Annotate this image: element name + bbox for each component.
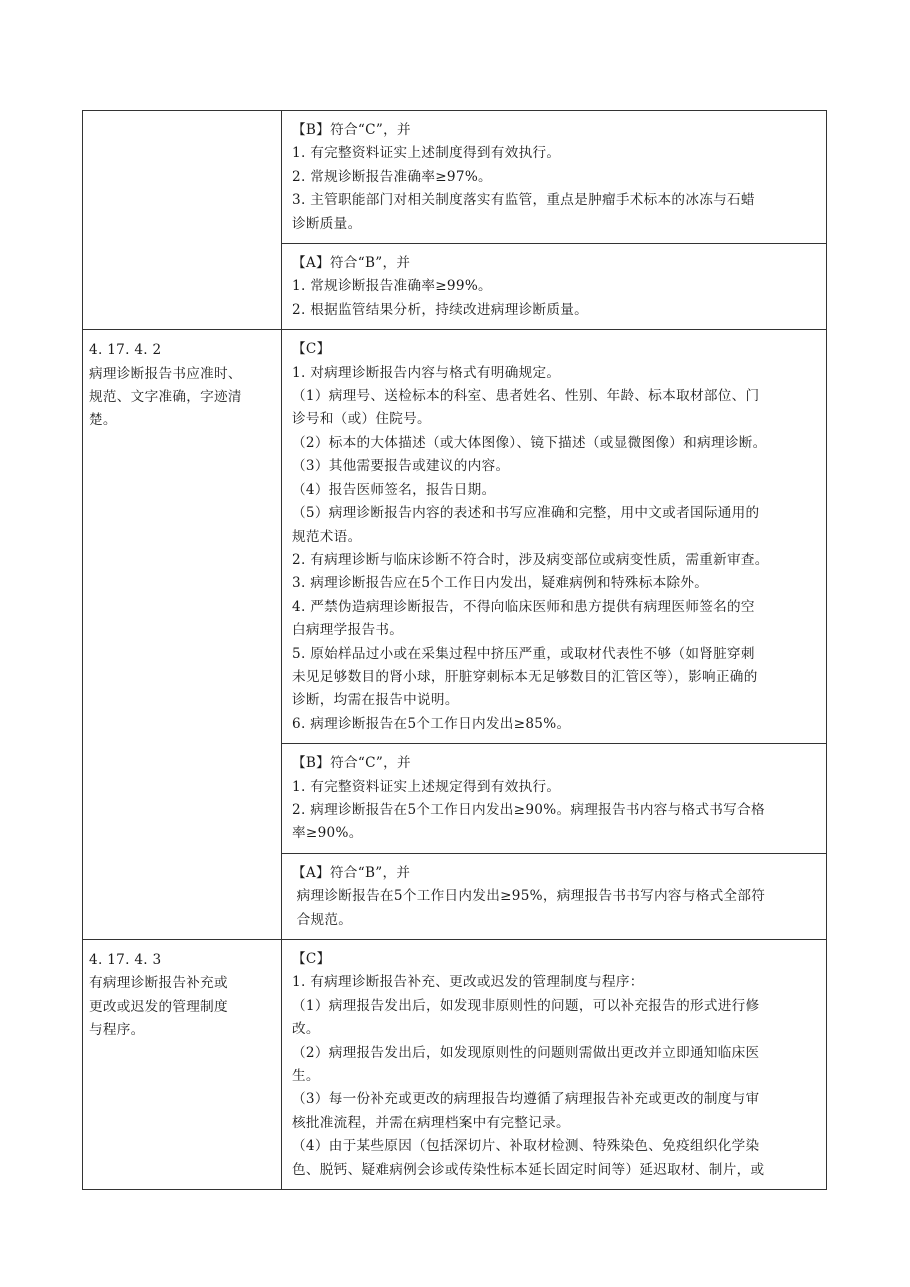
criteria-cell <box>282 111 827 330</box>
criteria-line: （4）由于某些原因（包括深切片、补取材检测、特殊染色、免疫组织化学染 <box>292 1138 760 1155</box>
table-row <box>83 111 827 330</box>
criteria-line: （1）病理报告发出后，如发现非原则性的问题，可以补充报告的形式进行修 <box>292 997 760 1014</box>
criteria-line: 3. 主管职能部门对相关制度落实有监管，重点是肿瘤手术标本的冰冻与石蜡 <box>292 192 755 209</box>
table-row <box>83 940 827 1190</box>
item-cell <box>83 940 282 1190</box>
criteria-line: 1. 常规诊断报告准确率≥99%。 <box>292 278 492 295</box>
item-text: 楚。 <box>89 412 117 429</box>
standards-table <box>82 110 827 1190</box>
criteria-line: 率≥90%。 <box>292 825 363 842</box>
criteria-line: 1. 有完整资料证实上述制度得到有效执行。 <box>292 145 561 162</box>
item-text: 病理诊断报告书应准时、 <box>89 365 242 382</box>
criteria-line: 6. 病理诊断报告在5个工作日内发出≥85%。 <box>292 715 571 732</box>
criteria-line: 4. 严禁伪造病理诊断报告，不得向临床医师和患方提供有病理医师签名的空 <box>292 598 755 615</box>
criteria-line: （2）标本的大体描述（或大体图像）、镜下描述（或显微图像）和病理诊断。 <box>292 434 767 451</box>
criteria-line: （4）报告医师签名，报告日期。 <box>292 481 496 498</box>
criteria-line: 1. 有完整资料证实上述规定得到有效执行。 <box>292 778 561 795</box>
criteria-line: 规范术语。 <box>292 528 362 545</box>
criteria-block <box>282 243 826 329</box>
criteria-line: 诊断，均需在报告中说明。 <box>292 692 459 709</box>
criteria-block <box>282 743 826 853</box>
criteria-line: 生。 <box>292 1068 320 1085</box>
criteria-line: 改。 <box>292 1021 320 1038</box>
criteria-line: 色、脱钙、疑难病例会诊或传染性标本延长固定时间等）延迟取材、制片，或 <box>292 1161 765 1178</box>
criteria-line: 2. 常规诊断报告准确率≥97%。 <box>292 168 492 185</box>
criteria-line: 5. 原始样品过小或在采集过程中挤压严重，或取材代表性不够（如肾脏穿刺 <box>292 645 755 662</box>
item-text: 有病理诊断报告补充或 <box>89 975 228 992</box>
criteria-line: （3）其他需要报告或建议的内容。 <box>292 458 510 475</box>
criteria-line: 核批准流程，并需在病理档案中有完整记录。 <box>292 1114 570 1131</box>
item-cell <box>83 111 282 330</box>
grade-heading: 【B】符合“C”，并 <box>292 122 411 138</box>
criteria-line: 病理诊断报告在5个工作日内发出≥95%，病理报告书书写内容与格式全部符 <box>292 888 766 905</box>
criteria-line: （2）病理报告发出后，如发现原则性的问题则需做出更改并立即通知临床医 <box>292 1044 760 1061</box>
grade-heading: 【C】 <box>292 951 331 967</box>
criteria-line: 3. 病理诊断报告应在5个工作日内发出，疑难病例和特殊标本除外。 <box>292 575 709 592</box>
item-text: 更改或迟发的管理制度 <box>89 998 228 1015</box>
grade-heading: 【B】符合“C”，并 <box>292 755 411 772</box>
item-text: 与程序。 <box>89 1022 145 1039</box>
criteria-line: （5）病理诊断报告内容的表述和书写应准确和完整，用中文或者国际通用的 <box>292 505 760 522</box>
criteria-cell <box>282 940 827 1190</box>
criteria-line: 未见足够数目的肾小球，肝脏穿刺标本无足够数目的汇管区等），影响正确的 <box>292 668 758 685</box>
criteria-line: 诊断质量。 <box>292 215 362 232</box>
criteria-line: 2. 根据监管结果分析，持续改进病理诊断质量。 <box>292 301 589 318</box>
criteria-line: 白病理学报告书。 <box>292 622 404 639</box>
criteria-line: （1）病理号、送检标本的科室、患者姓名、性别、年龄、标本取材部位、门 <box>292 388 760 405</box>
table-row <box>83 330 827 940</box>
criteria-line: 1. 对病理诊断报告内容与格式有明确规定。 <box>292 364 561 381</box>
criteria-block <box>282 940 826 1189</box>
criteria-block <box>282 111 826 243</box>
criteria-block <box>282 853 826 939</box>
criteria-line: 2. 病理诊断报告在5个工作日内发出≥90%。病理报告书内容与格式书写合格 <box>292 801 765 818</box>
item-text: 规范、文字准确，字迹清 <box>89 389 242 406</box>
grade-heading: 【A】符合“B”，并 <box>292 864 411 881</box>
criteria-line: 合规范。 <box>292 911 353 928</box>
criteria-line: 1. 有病理诊断报告补充、更改或迟发的管理制度与程序： <box>292 974 644 991</box>
item-number: 4. 17. 4. 2 <box>89 342 162 359</box>
grade-heading: 【A】符合“B”，并 <box>292 255 411 272</box>
criteria-cell <box>282 330 827 940</box>
item-cell <box>83 330 282 940</box>
criteria-line: （3）每一份补充或更改的病理报告均遵循了病理报告补充或更改的制度与审 <box>292 1091 760 1108</box>
item-number: 4. 17. 4. 3 <box>89 952 162 968</box>
criteria-line: 2. 有病理诊断与临床诊断不符合时，涉及病变部位或病变性质，需重新审查。 <box>292 551 769 568</box>
grade-heading: 【C】 <box>292 341 331 358</box>
criteria-block <box>282 330 826 743</box>
criteria-line: 诊号和（或）住院号。 <box>292 411 431 428</box>
